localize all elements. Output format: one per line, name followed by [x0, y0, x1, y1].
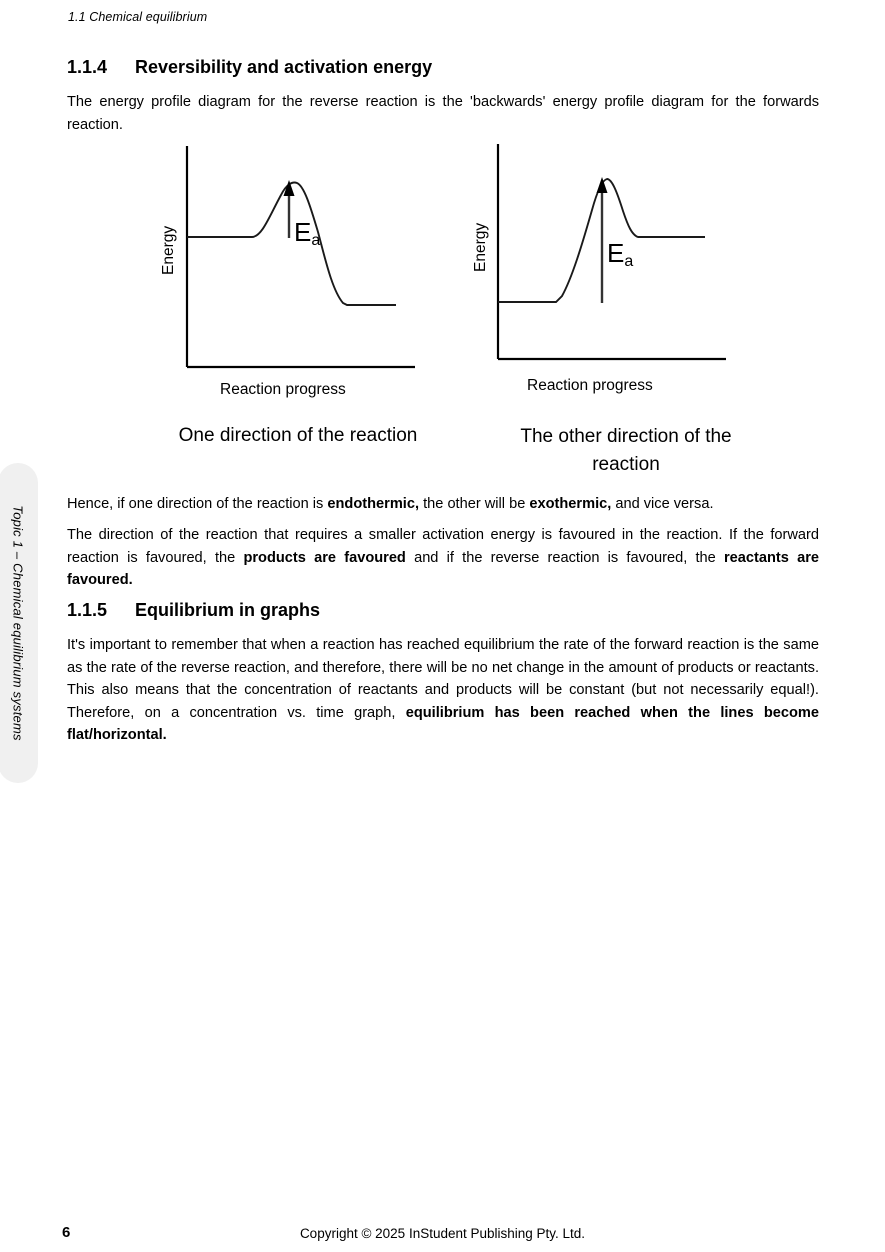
equilibrium-lead: It's important to remember that when a reaction has reached equilibrium the rate of the forward reaction is the same as the rate of the reverse reaction, and therefore, there will be no net change in the amount of products or reactants. This also means that the concentration of reactants and products will be constant (but not necessarily equal!). Therefore, on a concentration vs. time graph, [67, 637, 819, 721]
section-number-1-1-4: 1.1.4 [67, 57, 108, 77]
diagram-two-axes [498, 144, 726, 359]
topic-side-tab-label: Topic 1 – Chemical equilibrium systems [10, 505, 26, 741]
hence-mid: the other will be [419, 496, 530, 512]
diagram-two-curve [498, 179, 705, 302]
diagram-one-caption: One direction of the reaction [178, 425, 418, 446]
diagram-two-energy-axis-label: Energy [472, 222, 489, 272]
diagram-one-ea-symbol: E [294, 217, 312, 247]
diagram-one-activation-arrow [284, 180, 295, 238]
diagram-two-activation-energy-label [607, 238, 633, 269]
diagram-one-energy-axis-label: Energy [160, 225, 177, 275]
section-heading-1-1-4 [67, 57, 432, 78]
diagram-two-ea-symbol: E [607, 238, 625, 268]
direction-bold-products: products are favoured [243, 549, 406, 566]
equilibrium-bold: equilibrium has been reached when the lines become flat/horizontal. [67, 704, 819, 743]
diagram-one-progress-axis-label: Reaction progress [220, 381, 346, 398]
section-title-1-1-4: Reversibility and activation energy [135, 57, 433, 77]
footer-copyright: Copyright © 2025 InStudent Publishing Pty. Ltd. [299, 1226, 586, 1241]
direction-bold-reactants: reactants are favoured. [67, 549, 819, 588]
diagram-two-ea-subscript: a [624, 253, 634, 270]
footer-page-number: 6 [62, 1224, 71, 1241]
diagram-one-axes [187, 146, 415, 367]
hence-bold-exothermic: exothermic, [529, 496, 612, 512]
hence-bold-endothermic: endothermic, [327, 496, 420, 512]
direction-mid: and if the reverse reaction is favoured, the [405, 549, 724, 566]
paragraph-equilibrium [67, 634, 819, 747]
running-header: 1.1 Chemical equilibrium [68, 10, 208, 24]
direction-lead: The direction of the reaction that requires a smaller activation energy is favoured in the reaction. If the forward reaction is favoured, the [67, 527, 819, 566]
section-number-1-1-5: 1.1.5 [67, 600, 108, 620]
diagram-one-curve [187, 183, 396, 306]
diagram-two-progress-axis-label: Reaction progress [527, 377, 653, 394]
hence-lead: Hence, if one direction of the reaction is [67, 496, 328, 512]
hence-tail: and vice versa. [611, 496, 714, 512]
paragraph-intro: The energy profile diagram for the reverse reaction is the 'backwards' energy profile diagram for the forwards reaction. [67, 94, 819, 133]
section-title-1-1-5: Equilibrium in graphs [135, 600, 321, 620]
diagram-one-activation-energy-label [294, 217, 320, 248]
diagram-two-caption: The other direction of the reaction [520, 426, 732, 475]
paragraph-hence [67, 493, 819, 516]
diagram-one-ea-subscript: a [311, 232, 321, 249]
topic-side-tab [0, 463, 38, 783]
section-heading-1-1-5 [67, 600, 320, 621]
diagram-two-activation-arrow [597, 177, 608, 303]
paragraph-direction [67, 524, 819, 592]
